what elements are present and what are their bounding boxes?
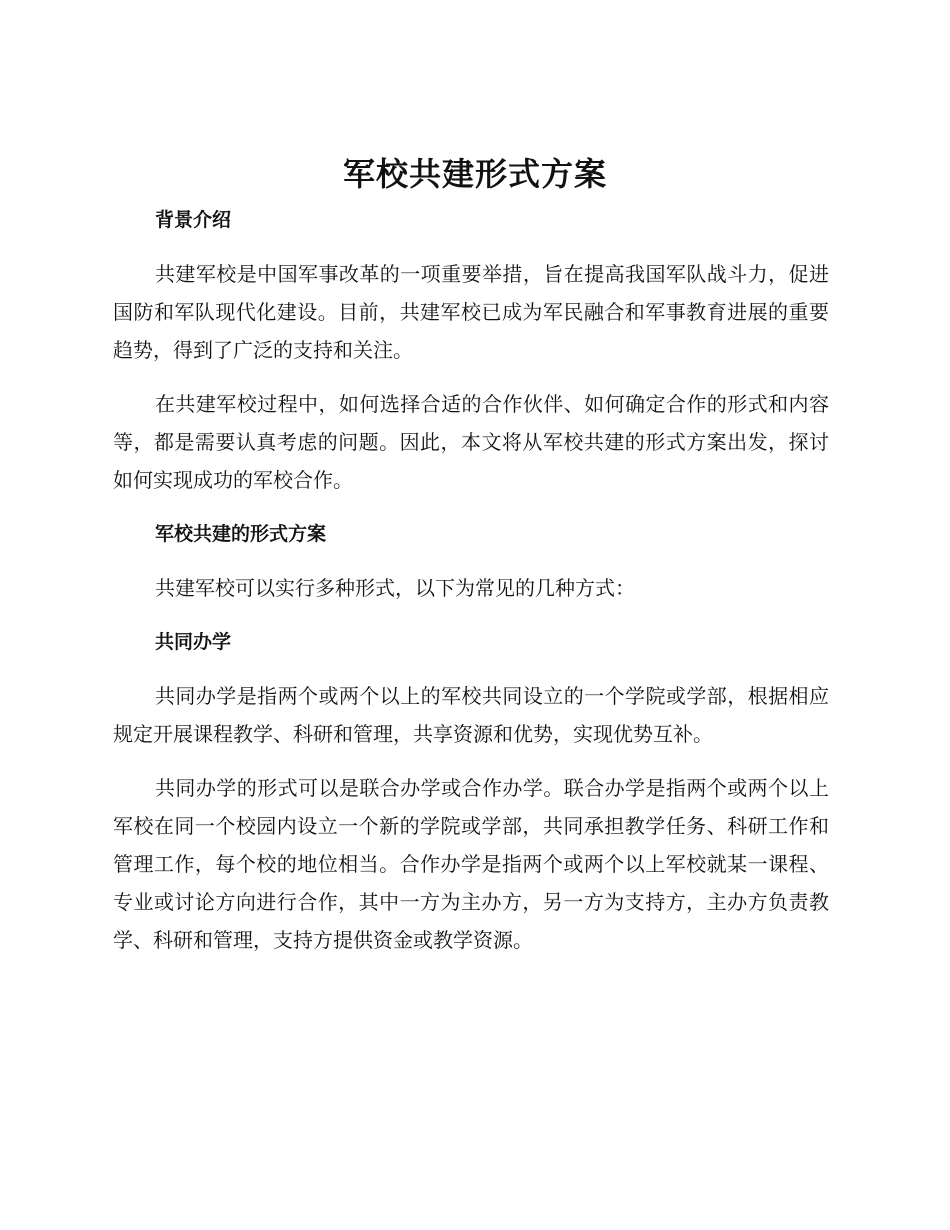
paragraph: 共同办学的形式可以是联合办学或合作办学。联合办学是指两个或两个以上军校在同一个校园内设立一个新的学院或学部，共同承担教学任务、科研工作和管理工作，每个校的地位相当。合作办学是指两个或两个以上军校就某一课程、专业或讨论方向进行合作，其中一方为主办方，另一方为支持方，主办方负责教学、科研和管理，支持方提供资金或教学资源。 — [113, 776, 829, 952]
document-title: 军校共建形式方案 — [342, 155, 607, 193]
section-heading-forms: 军校共建的形式方案 — [155, 523, 327, 545]
paragraph: 共建军校可以实行多种形式，以下为常见的几种方式： — [155, 576, 635, 600]
paragraph: 共同办学是指两个或两个以上的军校共同设立的一个学院或学部，根据相应规定开展课程教学、科研和管理，共享资源和优势，实现优势互补。 — [113, 684, 829, 746]
paragraph: 在共建军校过程中，如何选择合适的合作伙伴、如何确定合作的形式和内容等，都是需要认真考虑的问题。因此，本文将从军校共建的形式方案出发，探讨如何实现成功的军校合作。 — [113, 392, 829, 492]
paragraph: 共建军校是中国军事改革的一项重要举措，旨在提高我国军队战斗力，促进国防和军队现代化建设。目前，共建军校已成为军民融合和军事教育进展的重要趋势，得到了广泛的支持和关注。 — [113, 262, 829, 362]
document-body — [113, 201, 829, 959]
section-heading-joint-schooling: 共同办学 — [155, 631, 232, 653]
section-heading-background: 背景介绍 — [155, 209, 232, 231]
